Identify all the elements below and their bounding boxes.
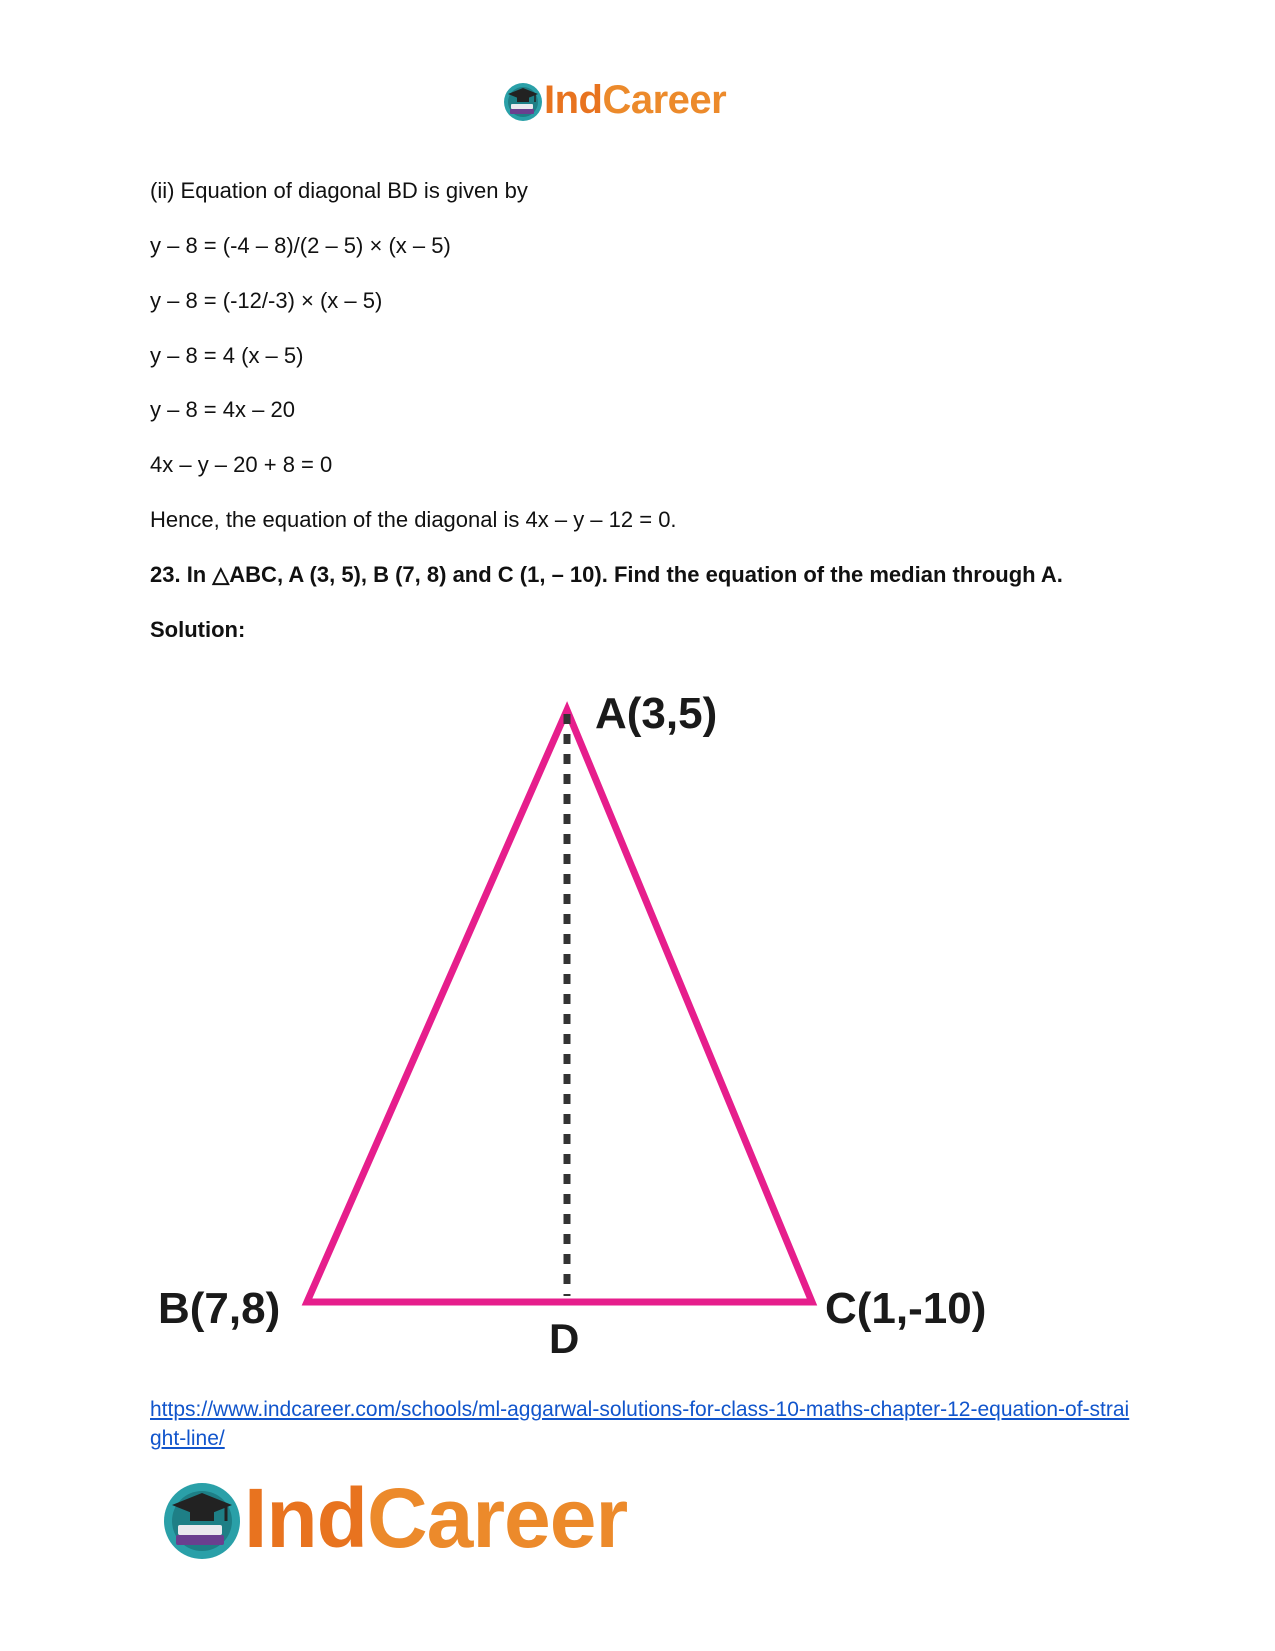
question-text: 23. In △ABC, A (3, 5), B (7, 8) and C (1, – 10). Find the equation of the median through A. [150,562,1063,587]
solution-label: Solution: [150,617,246,642]
triangle-abc [307,710,812,1302]
vertex-label-b: B(7,8) [158,1284,281,1333]
equation-line: y – 8 = 4 (x – 5) [150,343,304,368]
vertex-label-c: C(1,-10) [825,1284,987,1333]
equation-line: 4x – y – 20 + 8 = 0 [150,452,333,477]
conclusion-line: Hence, the equation of the diagonal is 4x – y – 12 = 0. [150,507,677,532]
point-label-d: D [549,1315,580,1360]
footer-logo [160,1470,627,1567]
vertex-label-a: A(3,5) [595,689,718,738]
triangle-figure [150,670,1030,1360]
equation-line: y – 8 = (-12/-3) × (x – 5) [150,288,383,313]
header-logo [502,78,726,123]
equation-line: y – 8 = (-4 – 8)/(2 – 5) × (x – 5) [150,233,451,258]
logo-wordmark: IndCareer [244,1471,628,1565]
source-link[interactable]: https://www.indcareer.com/schools/ml-aggarwal-solutions-for-class-10-maths-chapter-12-equation-of-straight-line/ [150,1398,1130,1450]
logo-wordmark: IndCareer [544,78,727,122]
text-line: (ii) Equation of diagonal BD is given by [150,178,528,203]
equation-line: y – 8 = 4x – 20 [150,397,295,422]
graduation-cap-books-icon [160,1477,244,1561]
graduation-cap-books-icon [502,80,544,122]
